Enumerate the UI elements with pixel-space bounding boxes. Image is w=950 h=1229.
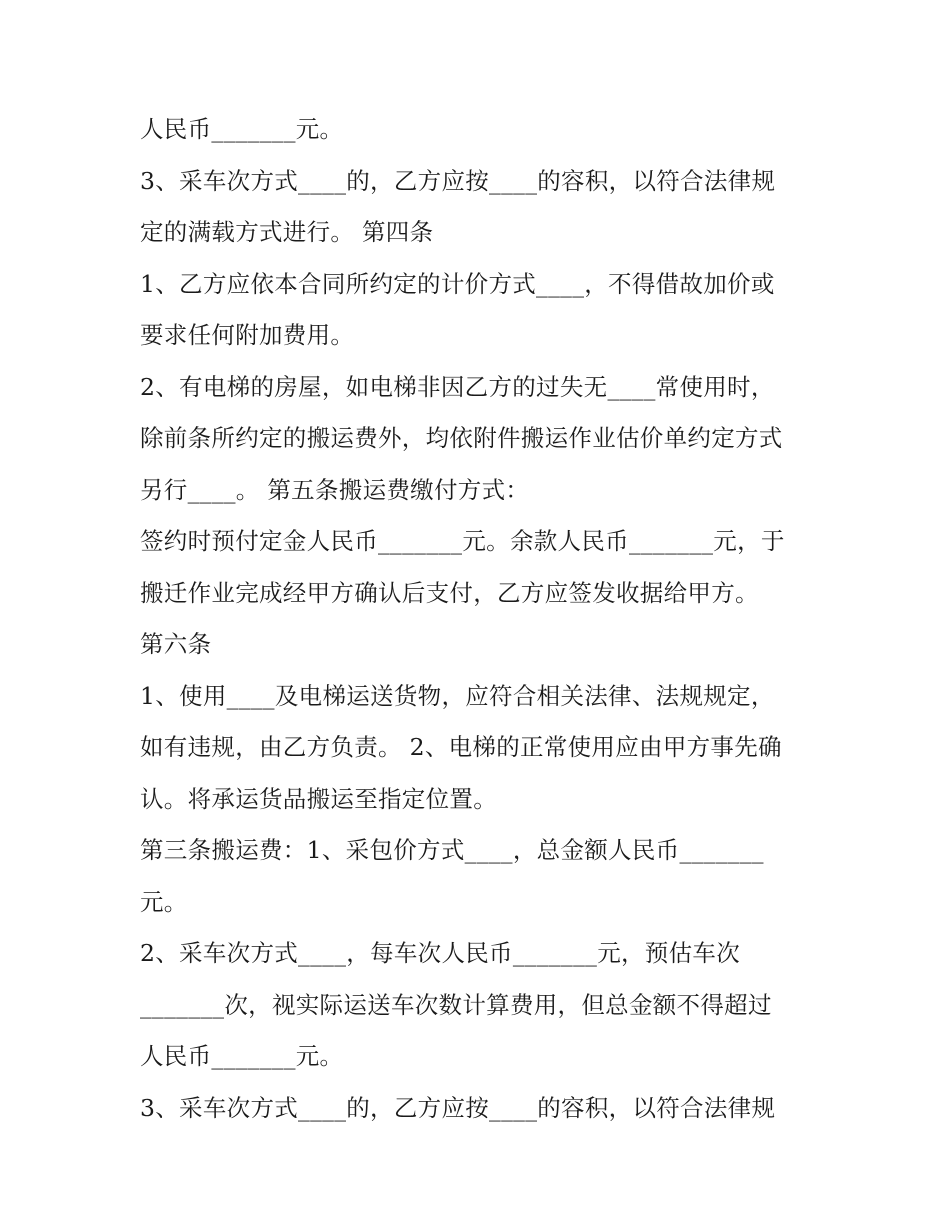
text-line: 如有违规，由乙方负责。 2、电梯的正常使用应由甲方事先确 — [140, 733, 782, 761]
text-line: 2、有电梯的房屋，如电梯非因乙方的过失无____常使用时， — [140, 372, 775, 401]
text-line: 2、采车次方式____，每车次人民币_______元，预估车次 — [140, 939, 741, 967]
text-line: 签约时预付定金人民币_______元。余款人民币_______元，于 — [140, 527, 785, 555]
text-line: 除前条所约定的搬运费外，均依附件搬运作业估价单约定方式 — [140, 424, 783, 452]
text-line: 定的满载方式进行。 第四条 — [140, 218, 434, 246]
text-line: 人民币_______元。 — [140, 1042, 344, 1070]
text-line: 搬迁作业完成经甲方确认后支付，乙方应签发收据给甲方。 — [140, 578, 759, 607]
text-line: _______次，视实际运送车次数计算费用，但总金额不得超过 — [140, 990, 772, 1019]
text-line: 另行____。 第五条搬运费缴付方式： — [140, 475, 530, 504]
text-line: 元。 — [140, 887, 188, 916]
text-line: 第六条 — [140, 630, 212, 658]
text-line: 认。将承运货品搬运至指定位置。 — [140, 784, 497, 813]
text-line: 1、使用____及电梯运送货物，应符合相关法律、法规规定， — [140, 681, 775, 710]
text-line: 要求任何附加费用。 — [140, 321, 355, 349]
text-line: 1、乙方应依本合同所约定的计价方式____，不得借故加价或 — [140, 269, 775, 298]
document-body — [140, 104, 820, 1134]
text-line: 人民币_______元。 — [140, 115, 344, 143]
text-line: 3、采车次方式____的，乙方应按____的容积，以符合法律规 — [140, 1093, 776, 1122]
text-line: 第三条搬运费：1、采包价方式____，总金额人民币_______ — [140, 836, 764, 864]
text-line: 3、采车次方式____的，乙方应按____的容积，以符合法律规 — [140, 166, 776, 195]
